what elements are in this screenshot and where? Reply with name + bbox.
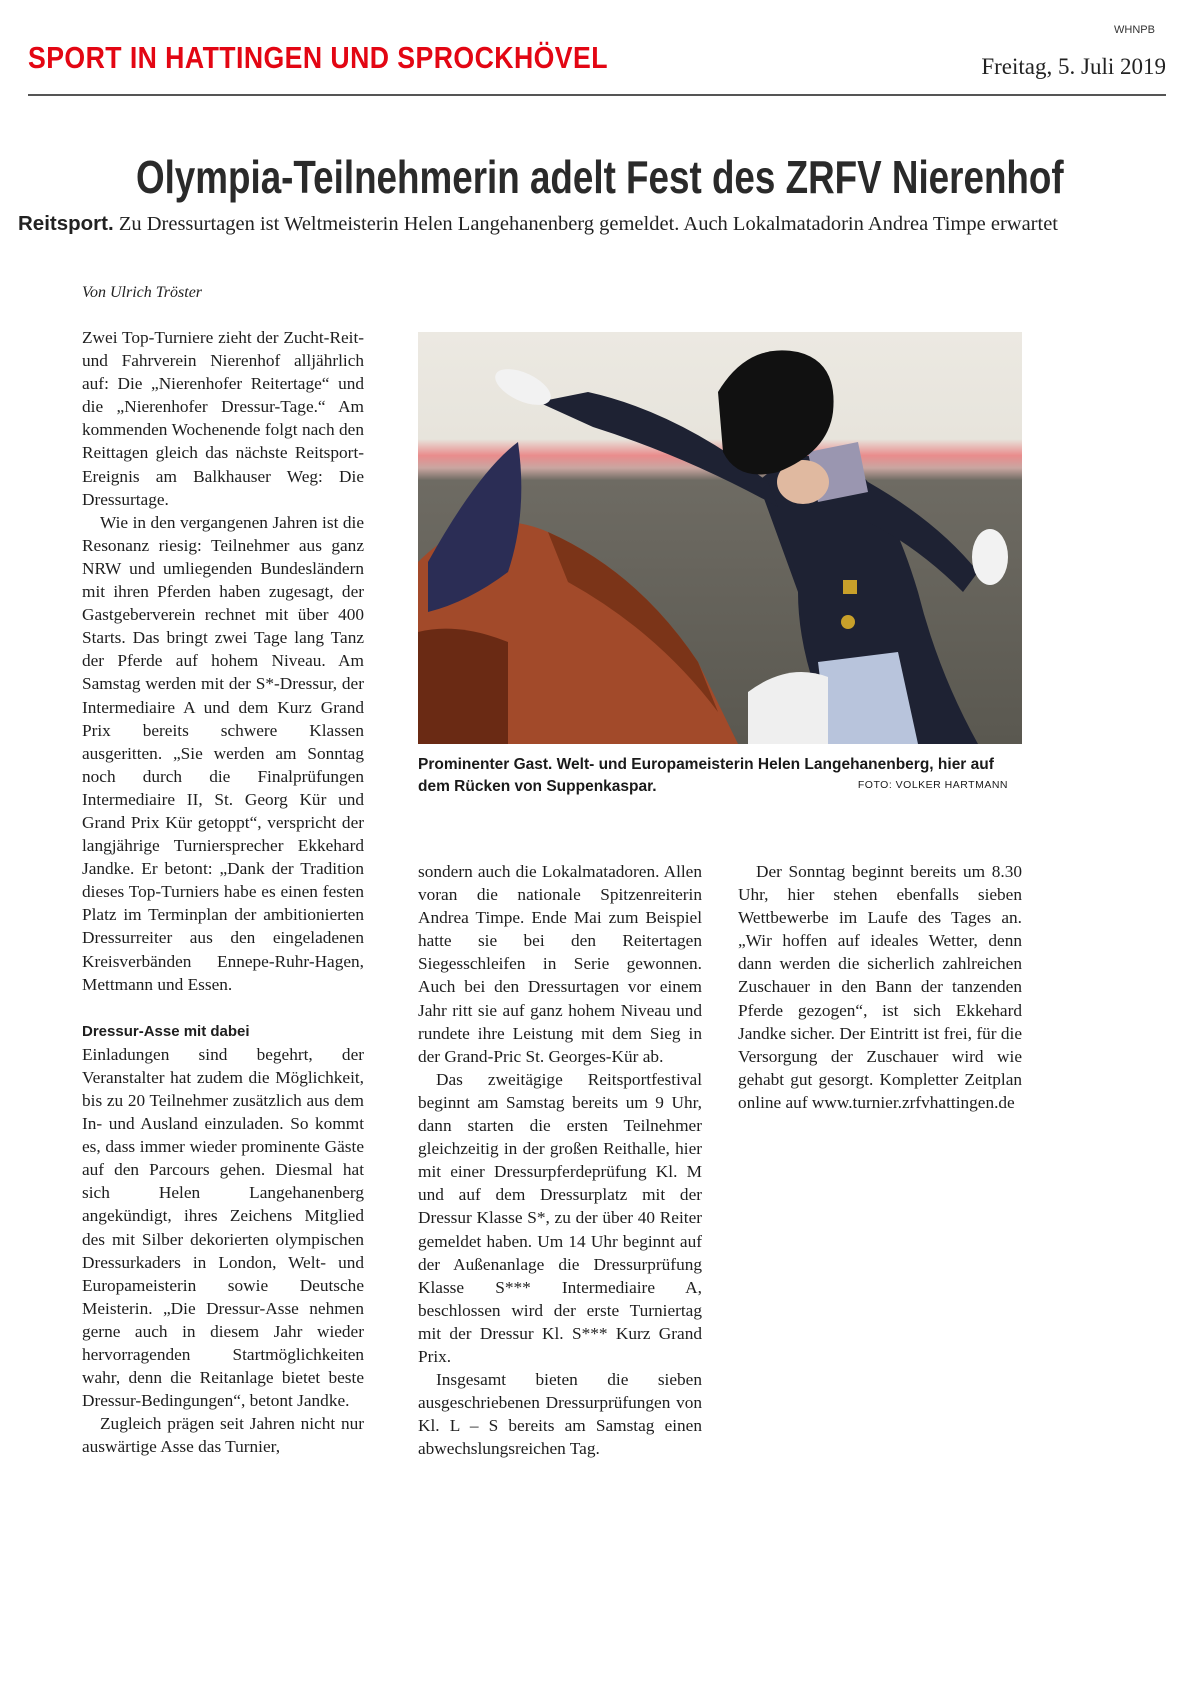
paragraph: Der Sonntag beginnt bereits um 8.30 Uhr, hier stehen ebenfalls sieben Wettbewerbe im Laufe des Tages an. „Wir hoffen auf ideales Wetter, denn dann werden die sicherlich zahlreichen Zuschauer in den Bann der tanzenden Pferde gezogen“, ist sich Ekkehard Jandke sicher. Der Eintritt ist frei, für die Versorgung der Zuschauer wird wie gehabt gut gesorgt. Kompletter Zeitplan online auf www.turnier.zrfvhattingen.de [738,862,1022,1112]
saddle-pad [748,672,828,744]
paragraph: sondern auch die Lokalmatadoren. Allen voran die nationale Spitzenreiterin Andrea Timpe. Ende Mai zum Beispiel hatte sie bei den Reitertagen Siegesschleifen in Serie gewonnen. Auch bei den Dressurtagen vor einem Jahr ritt sie auf ganz hohem Niveau und rundete ihre Leistung mit dem Sieg in der Grand-Pric St. Georges-Kür ab. [418,862,702,1066]
headline-text: Olympia-Teilnehmerin adelt Fest des ZRFV Nierenhof [136,151,1064,203]
horse-head-shape [418,629,508,744]
subhead [18,212,1058,236]
issue-date: Freitag, 5. Juli 2019 [981,54,1166,79]
caption-text: Prominenter Gast. Welt- und Europameisterin Helen Langehanenberg, hier auf dem Rücken von Suppenkaspar. [418,756,994,795]
paragraph: Das zweitägige Reitsportfestival beginnt am Samstag bereits um 9 Uhr, dann starten die ersten Teilnehmer gleichzeitig in der großen Reithalle, hier mit einer Dressurpferdeprüfung Kl. M und auf dem Dressurplatz mit der Dressur Klasse S*, zu der über 40 Reiter gemeldet haben. Um 14 Uhr beginnt auf der Außenanlage die Dressurprüfung Klasse S*** Intermediaire A, beschlossen wird der erste Turniertag mit der Dressur Kl. S*** Kurz Grand Prix. [418,1069,702,1366]
subtitle: Dressur-Asse mit dabei [82,1022,250,1040]
header-divider [28,94,1166,96]
section-title: SPORT IN HATTINGEN UND SPROCKHÖVEL [28,40,608,75]
rider-right-glove [972,529,1008,585]
kicker: Reitsport. [18,212,114,235]
flag-badge-icon [843,580,857,594]
article-photo [418,332,1022,744]
byline: Von Ulrich Tröster [82,284,203,301]
headline [0,150,1200,204]
paragraph: Wie in den vergangenen Jahren ist die Resonanz riesig: Teilnehmer aus ganz NRW und umliegenden Bundesländern mit ihren Pferden haben zugesagt, der Gastgeberverein rechnet mit über 400 Starts. Das bringt zwei Tage lang Tanz der Pferde auf hohem Niveau. Am Samstag werden mit der S*-Dressur, der Intermediaire A und dem Kurz Grand Prix bereits schwere Klassen ausgeritten. „Sie werden am Sonntag noch durch die Finalprüfungen Intermediaire II, St. Georg Kür und Grand Prix Kür getoppt“, verspricht der langjährige Turniersprecher Ekkehard Jandke. Er betont: „Dank der Tradition dieses Top-Turniers habe es einen festen Platz im Terminplan der ambitionierten Dressurreiter aus den eingeladenen Kreisverbänden Ennepe-Ruhr-Hagen, Mettmann und Essen. [82,512,364,994]
photo-caption [418,754,1022,798]
badge-icon [841,615,855,629]
paragraph: Zugleich prägen seit Jahren nicht nur auswärtige Asse das Turnier, [82,1414,364,1457]
publication-code: WHNPB [1114,24,1155,36]
rider-photo-illustration [418,332,1022,744]
column-2 [418,860,702,1460]
column-3 [738,860,1022,1114]
paragraph: Zwei Top-Turniere zieht der Zucht-Reit-und Fahrverein Nierenhof alljährlich auf: Die „Nierenhofer Reitertage“ und die „Nierenhofer Dressur-Tage.“ Am kommenden Wochenende folgt nach den Reittagen gleich das nächste Reitsport-Ereignis am Balkhauser Weg: Die Dressurtage. [82,328,364,509]
photo-credit: FOTO: VOLKER HARTMANN [857,779,1008,791]
column-1 [82,326,364,1459]
paragraph: Einladungen sind begehrt, der Veranstalter hat zudem die Möglichkeit, bis zu 20 Teilnehmer zusätzlich aus dem In- und Ausland einzuladen. So kommt es, dass immer wieder prominente Gäste auf den Parcours gehen. Diesmal hat sich Helen Langehanenberg angekündigt, ihres Zeichens Mitglied des mit Silber dekorierten olympischen Dressurkaders in London, Welt- und Europameisterin sowie Deutsche Meisterin. „Die Dressur-Asse nehmen gerne auch in diesem Jahr wieder hervorragenden Startmöglichkeiten wahr, denn die Reitanlage bietet beste Dressur-Bedingungen“, betont Jandke. [82,1044,364,1411]
paragraph: Insgesamt bieten die sieben ausgeschriebenen Dressurprüfungen von Kl. L – S bereits am Samstag einen abwechslungsreichen Tag. [418,1370,702,1459]
subhead-text: Zu Dressurtagen ist Weltmeisterin Helen Langehanenberg gemeldet. Auch Lokalmatadorin Andrea Timpe erwartet [113,213,1058,235]
